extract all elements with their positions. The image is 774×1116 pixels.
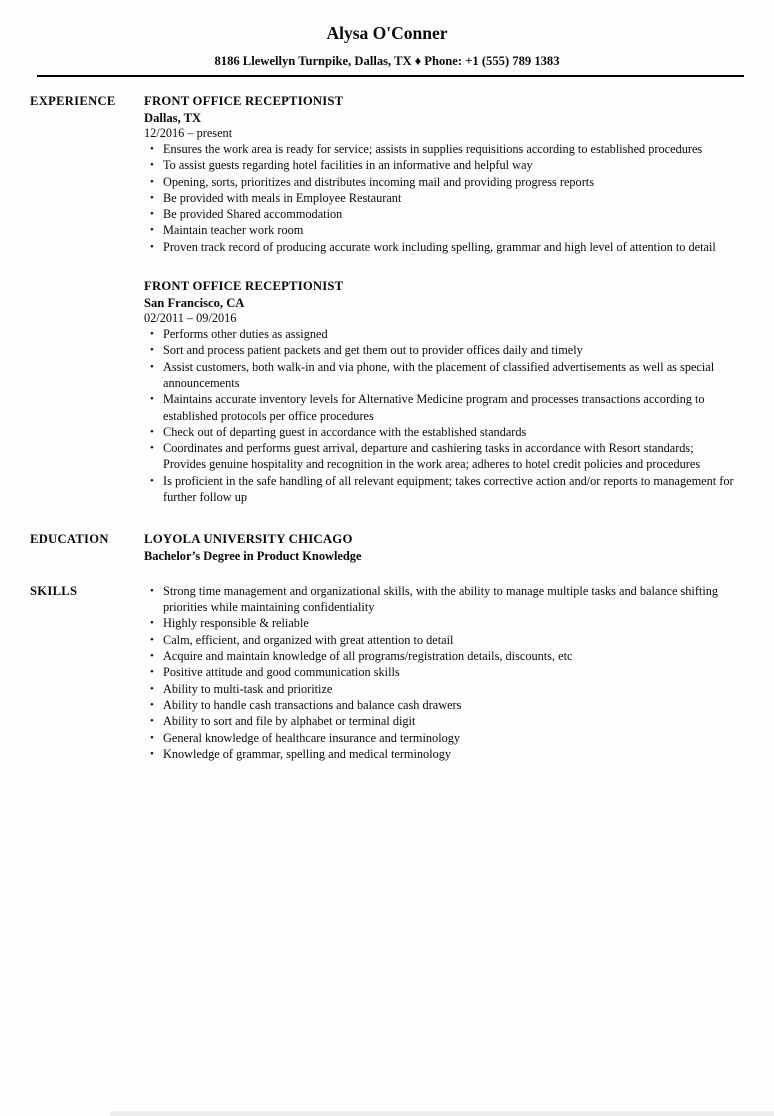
job-location: Dallas, TX	[144, 110, 202, 125]
page-bottom-edge	[110, 1111, 774, 1116]
skills-list	[144, 583, 735, 762]
bullet-item: • Assist customers, both walk-in and via phone, with the placement of classified advertisements as well as special announcements	[150, 359, 735, 392]
contact-line: 8186 Llewellyn Turnpike, Dallas, TX ♦ Phone: +1 (555) 789 1383	[214, 54, 560, 68]
bullet-item: • Check out of departing guest in accordance with the established standards	[150, 424, 735, 440]
header-divider	[37, 75, 744, 77]
bullet-item: • Ability to sort and file by alphabet or terminal digit	[150, 713, 735, 729]
bullet-item: • Ability to handle cash transactions and balance cash drawers	[150, 697, 735, 713]
experience-content	[144, 93, 735, 505]
bullet-item: • Knowledge of grammar, spelling and medical terminology	[150, 746, 735, 762]
candidate-name: Alysa O'Conner	[326, 23, 448, 43]
bullet-item: • Maintain teacher work room	[150, 222, 735, 238]
bullet-item: • Proven track record of producing accurate work including spelling, grammar and high level of attention to detail	[150, 239, 735, 255]
bullet-item: • Is proficient in the safe handling of all relevant equipment; takes corrective action and/or reports to management for further follow up	[150, 473, 735, 506]
bullet-item: • Ensures the work area is ready for service; assists in supplies requisitions according to established procedures	[150, 141, 735, 157]
bullet-item: • Maintains accurate inventory levels for Alternative Medicine program and processes transactions according to established protocols per office procedures	[150, 391, 735, 424]
experience-section	[0, 93, 774, 505]
bullet-item: • Calm, efficient, and organized with great attention to detail	[150, 632, 735, 648]
bullet-item: • To assist guests regarding hotel facilities in an informative and helpful way	[150, 157, 735, 173]
bullet-item: • Positive attitude and good communication skills	[150, 664, 735, 680]
skills-content	[144, 583, 735, 762]
job-title: FRONT OFFICE RECEPTIONIST	[144, 94, 344, 108]
bullet-item: • Highly responsible & reliable	[150, 615, 735, 631]
bullet-item: • Strong time management and organizational skills, with the ability to manage multiple tasks and balance shifting priorities while maintaining confidentiality	[150, 583, 735, 616]
bullet-item: • Performs other duties as assigned	[150, 326, 735, 342]
section-label-education: EDUCATION	[30, 532, 109, 547]
bullet-item: • Opening, sorts, prioritizes and distributes incoming mail and providing progress reports	[150, 174, 735, 190]
job-bullet-list	[144, 326, 735, 505]
section-label-skills: SKILLS	[30, 583, 78, 598]
bullet-item: • Be provided Shared accommodation	[150, 206, 735, 222]
education-section	[0, 531, 774, 565]
job-entry-2	[144, 278, 735, 505]
section-label-experience: EXPERIENCE	[30, 94, 116, 108]
school-name: LOYOLA UNIVERSITY CHICAGO	[144, 532, 353, 547]
bullet-item: • General knowledge of healthcare insurance and terminology	[150, 730, 735, 746]
job-dates: 12/2016 – present	[144, 125, 233, 140]
job-title: FRONT OFFICE RECEPTIONIST	[144, 279, 344, 294]
bullet-item: • Acquire and maintain knowledge of all programs/registration details, discounts, etc	[150, 648, 735, 664]
bullet-item: • Be provided with meals in Employee Restaurant	[150, 190, 735, 206]
bullet-item: • Coordinates and performs guest arrival, departure and cashiering tasks in accordance with Resort standards; Provides genuine hospitality and recognition in the work area; adheres to hotel credit policies and procedures	[150, 440, 735, 473]
job-bullet-list	[144, 141, 735, 255]
skills-section	[0, 583, 774, 762]
bullet-item: • Ability to multi-task and prioritize	[150, 681, 735, 697]
bullet-item: • Sort and process patient packets and get them out to provider offices daily and timely	[150, 342, 735, 358]
education-content	[144, 531, 735, 565]
resume-header	[0, 0, 774, 77]
job-location: San Francisco, CA	[144, 295, 245, 310]
job-entry-1	[144, 93, 735, 255]
job-dates: 02/2011 – 09/2016	[144, 310, 237, 325]
degree-name: Bachelor’s Degree in Product Knowledge	[144, 549, 362, 564]
